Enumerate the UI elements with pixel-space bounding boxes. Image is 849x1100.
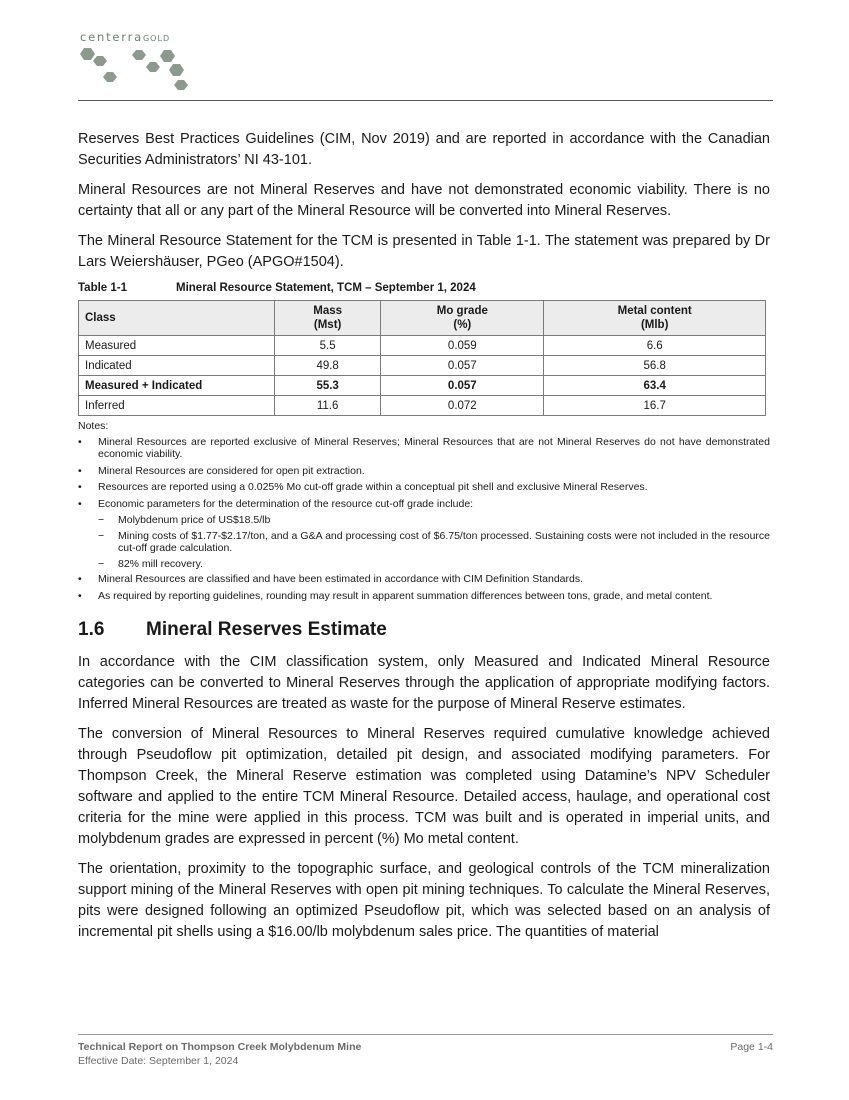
cell-mass: 55.3: [275, 376, 381, 396]
note-item: • Resources are reported using a 0.025% Mo cut-off grade within a conceptual pit shell and exclusive Mineral Reserves.: [78, 481, 648, 493]
bullet-icon: •: [78, 497, 82, 510]
table-row: [79, 356, 766, 376]
company-logo-text: [80, 30, 170, 44]
paragraph: Mineral Resources are not Mineral Reserves and have not demonstrated economic viability. There is no certainty that all or any part of the Mineral Resource will be converted into Mineral Reserves.: [78, 182, 770, 219]
footer-title: Technical Report on Thompson Creek Molybdenum Mine: [78, 1041, 362, 1053]
dash-icon: −: [98, 529, 105, 542]
cell-metal: 56.8: [544, 356, 766, 376]
table-row-total: [79, 376, 766, 396]
cell-grade: 0.057: [381, 356, 544, 376]
note-subitem: − Mining costs of $1.77-$2.17/ton, and a G&A and processing cost of $6.75/ton processed. Sustaining costs were not included in the resource cut-off grade calculation.: [98, 529, 770, 554]
column-header-metal: Metal content (Mlb): [544, 301, 766, 336]
paragraph: Reserves Best Practices Guidelines (CIM, Nov 2019) and are reported in accordance with the Canadian Securities Administrators’ NI 43-101.: [78, 131, 770, 168]
notes-title: Notes:: [78, 420, 109, 432]
note-subitem: − Molybdenum price of US$18.5/lb: [98, 514, 271, 526]
note-item: • Economic parameters for the determination of the resource cut-off grade include:: [78, 497, 474, 510]
paragraph: The Mineral Resource Statement for the TCM is presented in Table 1-1. The statement was prepared by Dr Lars Weiershäuser, PGeo (APGO#1504).: [78, 233, 770, 270]
table-number: Table 1-1: [78, 282, 127, 294]
section-number: 1.6: [78, 619, 105, 640]
note-item: • As required by reporting guidelines, rounding may result in apparent summation differences between tons, grade, and metal content.: [78, 589, 713, 602]
dash-icon: −: [98, 557, 105, 570]
table-title: Mineral Resource Statement, TCM – September 1, 2024: [176, 282, 476, 294]
table-row: [79, 336, 766, 356]
column-header-mass: Mass (Mst): [275, 301, 381, 336]
paragraph: In accordance with the CIM classification system, only Measured and Indicated Mineral Resource categories can be converted to Mineral Reserves through the application of appropriate modifying factors. Inferred Mineral Resources are treated as waste for the purpose of Mineral Reserve estimates.: [78, 654, 770, 712]
page-footer: [78, 1034, 773, 1068]
paragraph: The conversion of Mineral Resources to Mineral Reserves required cumulative knowledge achieved through Pseudoflow pit optimization, detailed pit design, and associated modifying parameters. For Thompson Creek, the Mineral Reserve estimation was completed using Datamine’s NPV Scheduler software and applied to the entire TCM Mineral Resource. Detailed access, haulage, and operational cost criteria for the mine were applied in this process. TCM was built and is operated in imperial units, and molybdenum grades are expressed in percent (%) Mo metal content.: [78, 726, 770, 847]
logo-gold: GOLD: [142, 34, 171, 43]
bullet-icon: •: [78, 481, 82, 493]
note-subitem: − 82% mill recovery.: [98, 557, 203, 570]
bullet-icon: •: [78, 435, 82, 448]
dash-icon: −: [98, 514, 105, 526]
resource-table: [78, 300, 766, 416]
cell-grade: 0.072: [381, 396, 544, 416]
cell-class: Measured + Indicated: [79, 376, 275, 396]
footer-date: Effective Date: September 1, 2024: [78, 1055, 239, 1067]
cell-metal: 63.4: [544, 376, 766, 396]
note-item: • Mineral Resources are considered for open pit extraction.: [78, 464, 365, 477]
page-header: [78, 28, 773, 101]
page-content: [78, 129, 770, 952]
cell-class: Measured: [79, 336, 275, 356]
cell-grade: 0.057: [381, 376, 544, 396]
cell-class: Inferred: [79, 396, 275, 416]
cell-mass: 5.5: [275, 336, 381, 356]
note-item: • Mineral Resources are reported exclusive of Mineral Reserves; Mineral Resources that are not Mineral Reserves do not have demonstrated economic viability.: [78, 435, 770, 460]
bullet-icon: •: [78, 589, 82, 602]
cell-mass: 11.6: [275, 396, 381, 416]
section-title: Mineral Reserves Estimate: [146, 619, 387, 640]
section-heading: [78, 619, 770, 641]
logo-name: centerra: [80, 30, 143, 44]
column-header-grade: Mo grade (%): [381, 301, 544, 336]
cell-metal: 6.6: [544, 336, 766, 356]
table-notes: [78, 420, 770, 602]
bullet-icon: •: [78, 573, 82, 585]
hexagon-logo-icon: [78, 44, 208, 98]
page-number: Page 1-4: [730, 1041, 773, 1053]
cell-grade: 0.059: [381, 336, 544, 356]
table-row: [79, 396, 766, 416]
cell-class: Indicated: [79, 356, 275, 376]
cell-metal: 16.7: [544, 396, 766, 416]
column-header-class: Class: [79, 301, 275, 336]
bullet-icon: •: [78, 464, 82, 477]
cell-mass: 49.8: [275, 356, 381, 376]
note-item: • Mineral Resources are classified and have been estimated in accordance with CIM Definition Standards.: [78, 573, 583, 585]
table-caption: [78, 282, 770, 294]
table-header-row: [79, 301, 766, 336]
paragraph: The orientation, proximity to the topographic surface, and geological controls of the TCM mineralization support mining of the Mineral Reserves with open pit mining techniques. To calculate the Mineral Reserves, pits were designed following an optimized Pseudoflow pit, which was selected based on an analysis of incremental pit shells using a $16.00/lb molybdenum sales price. The quantities of material: [78, 861, 770, 940]
